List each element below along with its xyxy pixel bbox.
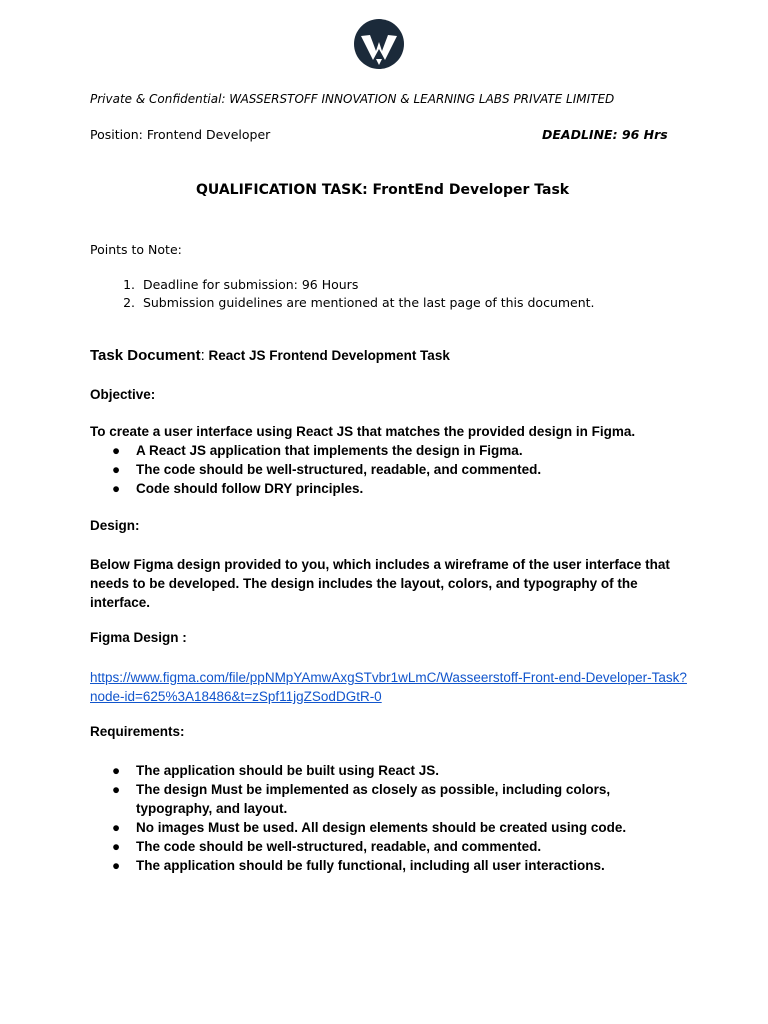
points-list bbox=[90, 276, 595, 312]
list-item bbox=[90, 780, 626, 799]
objective-intro: To create a user interface using React JS that matches the provided design in Figma. bbox=[90, 424, 636, 439]
list-item bbox=[90, 837, 626, 856]
list-text: The application should be built using React JS. bbox=[136, 763, 440, 778]
list-item bbox=[90, 294, 595, 312]
bullet-icon: ● bbox=[112, 462, 121, 477]
list-text: Code should follow DRY principles. bbox=[136, 481, 364, 496]
position-label: Position: Frontend Developer bbox=[90, 127, 271, 142]
list-item bbox=[90, 799, 626, 818]
points-to-note-heading: Points to Note: bbox=[90, 242, 182, 257]
bullet-icon: ● bbox=[112, 763, 121, 778]
list-text: The code should be well-structured, readable, and commented. bbox=[136, 462, 542, 477]
bullet-icon: ● bbox=[112, 839, 121, 854]
design-heading: Design: bbox=[90, 518, 140, 533]
bullet-icon: ● bbox=[112, 782, 121, 797]
task-document-line bbox=[90, 347, 450, 365]
wasserstoff-logo-icon bbox=[352, 18, 406, 70]
list-item bbox=[90, 761, 626, 780]
task-document-value: React JS Frontend Development Task bbox=[204, 348, 450, 363]
bullet-icon: ● bbox=[112, 481, 121, 496]
list-item bbox=[90, 441, 541, 460]
list-text: typography, and layout. bbox=[136, 801, 288, 816]
design-description: Below Figma design provided to you, which includes a wireframe of the user interface that needs to be developed. The design includes the layout, colors, and typography of the interface. bbox=[90, 557, 670, 610]
deadline-label: DEADLINE: 96 Hrs bbox=[542, 127, 668, 142]
figma-link[interactable]: https://www.figma.com/file/ppNMpYAmwAxgSTvbr1wLmC/Wasseerstoff-Front-end-Developer-Task?node-id=625%3A18486&t=zSpf11jgZSodDGtR-0 bbox=[90, 670, 687, 704]
list-text: The application should be fully functional, including all user interactions. bbox=[136, 858, 605, 873]
requirements-bullets bbox=[90, 761, 626, 875]
list-text: The design Must be implemented as closely as possible, including colors, bbox=[136, 782, 611, 797]
list-number: 2. bbox=[123, 295, 135, 310]
list-text: No images Must be used. All design elements should be created using code. bbox=[136, 820, 627, 835]
confidential-notice: Private & Confidential: WASSERSTOFF INNOVATION & LEARNING LABS PRIVATE LIMITED bbox=[90, 92, 615, 106]
page-title: QUALIFICATION TASK: FrontEnd Developer Task bbox=[196, 182, 570, 198]
list-text: A React JS application that implements the design in Figma. bbox=[136, 443, 523, 458]
bullet-icon: ● bbox=[112, 858, 121, 873]
list-number: 1. bbox=[123, 277, 135, 292]
objective-bullets bbox=[90, 441, 541, 498]
list-item bbox=[90, 856, 626, 875]
task-document-colon: : bbox=[200, 347, 205, 364]
list-item bbox=[90, 276, 595, 294]
bullet-icon: ● bbox=[112, 443, 121, 458]
list-item bbox=[90, 460, 541, 479]
figma-design-label: Figma Design : bbox=[90, 630, 187, 645]
list-text: Submission guidelines are mentioned at the last page of this document. bbox=[142, 295, 595, 310]
objective-heading: Objective: bbox=[90, 387, 156, 402]
list-text: The code should be well-structured, readable, and commented. bbox=[136, 839, 542, 854]
bullet-icon: ● bbox=[112, 820, 121, 835]
task-document-label: Task Document bbox=[90, 347, 201, 364]
list-item bbox=[90, 479, 541, 498]
list-text: Deadline for submission: 96 Hours bbox=[142, 277, 359, 292]
list-item bbox=[90, 818, 626, 837]
requirements-heading: Requirements: bbox=[90, 724, 185, 739]
